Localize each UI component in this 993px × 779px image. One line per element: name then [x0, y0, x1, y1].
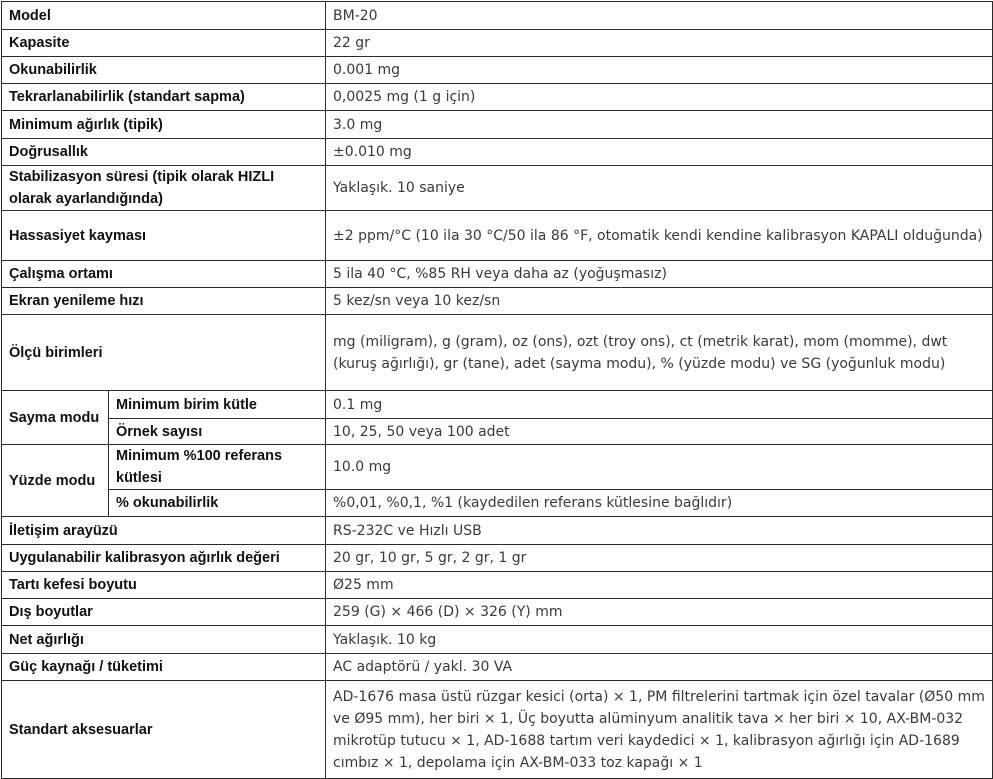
- spec-label: Standart aksesuarlar: [2, 681, 326, 779]
- spec-value: %0,01, %0,1, %1 (kaydedilen referans kütlesine bağlıdır): [326, 490, 993, 517]
- spec-row: [2, 166, 993, 211]
- group-label: Yüzde modu: [2, 445, 109, 517]
- spec-value: 0,0025 mg (1 g için): [326, 84, 993, 111]
- spec-value: RS-232C ve Hızlı USB: [326, 517, 993, 545]
- spec-label: Stabilizasyon süresi (tipik olarak HIZLI olarak ayarlandığında): [2, 166, 326, 211]
- spec-row: [2, 599, 993, 626]
- sub-label: Örnek sayısı: [109, 419, 326, 445]
- sub-label: % okunabilirlik: [109, 490, 326, 517]
- spec-row: [2, 2, 993, 30]
- spec-row: [2, 490, 993, 517]
- spec-value: Ø25 mm: [326, 572, 993, 599]
- spec-row: [2, 626, 993, 654]
- spec-row: [2, 545, 993, 572]
- spec-value: 5 kez/sn veya 10 kez/sn: [326, 288, 993, 315]
- spec-value: 0.001 mg: [326, 57, 993, 84]
- spec-value: mg (miligram), g (gram), oz (ons), ozt (troy ons), ct (metrik karat), mom (momme), dwt (kuruş ağırlığı), gr (tane), adet (sayma modu), % (yüzde modu) ve SG (yoğunluk modu): [326, 315, 993, 391]
- spec-row: [2, 139, 993, 166]
- spec-value: Yaklaşık. 10 saniye: [326, 166, 993, 211]
- spec-label: Kapasite: [2, 30, 326, 57]
- spec-label: Okunabilirlik: [2, 57, 326, 84]
- group-label: Sayma modu: [2, 391, 109, 445]
- spec-value: ±2 ppm/°C (10 ila 30 °C/50 ila 86 °F, otomatik kendi kendine kalibrasyon KAPALI olduğunda): [326, 211, 993, 261]
- spec-row: [2, 288, 993, 315]
- spec-value: ±0.010 mg: [326, 139, 993, 166]
- spec-label: Çalışma ortamı: [2, 261, 326, 288]
- spec-value: AD-1676 masa üstü rüzgar kesici (orta) × 1, PM filtrelerini tartmak için özel tavalar (Ø50 mm ve Ø95 mm), her biri × 1, Üç boyutta alüminyum analitik tava × her biri × 10, AX-BM-032 mikrotüp tutucu × 1, AD-1688 tartım veri kaydedici × 1, kalibrasyon ağırlığı için AD-1689 cımbız × 1, depolama için AX-BM-033 toz kapağı × 1: [326, 681, 993, 779]
- spec-row: [2, 261, 993, 288]
- spec-value: 22 gr: [326, 30, 993, 57]
- spec-value: 0.1 mg: [326, 391, 993, 419]
- spec-value: 5 ila 40 °C, %85 RH veya daha az (yoğuşmasız): [326, 261, 993, 288]
- sub-label: Minimum %100 referans kütlesi: [109, 445, 326, 490]
- spec-row: [2, 517, 993, 545]
- spec-label: İletişim arayüzü: [2, 517, 326, 545]
- spec-row: [2, 57, 993, 84]
- sub-label: Minimum birim kütle: [109, 391, 326, 419]
- spec-label: Hassasiyet kayması: [2, 211, 326, 261]
- spec-row: [2, 315, 993, 391]
- spec-row: [2, 681, 993, 779]
- spec-label: Ölçü birimleri: [2, 315, 326, 391]
- spec-label: Dış boyutlar: [2, 599, 326, 626]
- spec-label: Minimum ağırlık (tipik): [2, 111, 326, 139]
- spec-value: 259 (G) × 466 (D) × 326 (Y) mm: [326, 599, 993, 626]
- spec-label: Ekran yenileme hızı: [2, 288, 326, 315]
- spec-label: Model: [2, 2, 326, 30]
- spec-row: [2, 419, 993, 445]
- spec-row: [2, 445, 993, 490]
- spec-value: 10, 25, 50 veya 100 adet: [326, 419, 993, 445]
- spec-table: [1, 1, 993, 779]
- spec-row: [2, 111, 993, 139]
- spec-value: 3.0 mg: [326, 111, 993, 139]
- spec-row: [2, 211, 993, 261]
- spec-value: BM-20: [326, 2, 993, 30]
- spec-label: Net ağırlığı: [2, 626, 326, 654]
- spec-row: [2, 572, 993, 599]
- spec-label: Güç kaynağı / tüketimi: [2, 654, 326, 681]
- spec-label: Uygulanabilir kalibrasyon ağırlık değeri: [2, 545, 326, 572]
- spec-row: [2, 30, 993, 57]
- spec-label: Tekrarlanabilirlik (standart sapma): [2, 84, 326, 111]
- spec-label: Doğrusallık: [2, 139, 326, 166]
- spec-row: [2, 391, 993, 419]
- spec-value: 10.0 mg: [326, 445, 993, 490]
- spec-row: [2, 654, 993, 681]
- spec-value: 20 gr, 10 gr, 5 gr, 2 gr, 1 gr: [326, 545, 993, 572]
- spec-label: Tartı kefesi boyutu: [2, 572, 326, 599]
- spec-value: Yaklaşık. 10 kg: [326, 626, 993, 654]
- spec-value: AC adaptörü / yakl. 30 VA: [326, 654, 993, 681]
- spec-row: [2, 84, 993, 111]
